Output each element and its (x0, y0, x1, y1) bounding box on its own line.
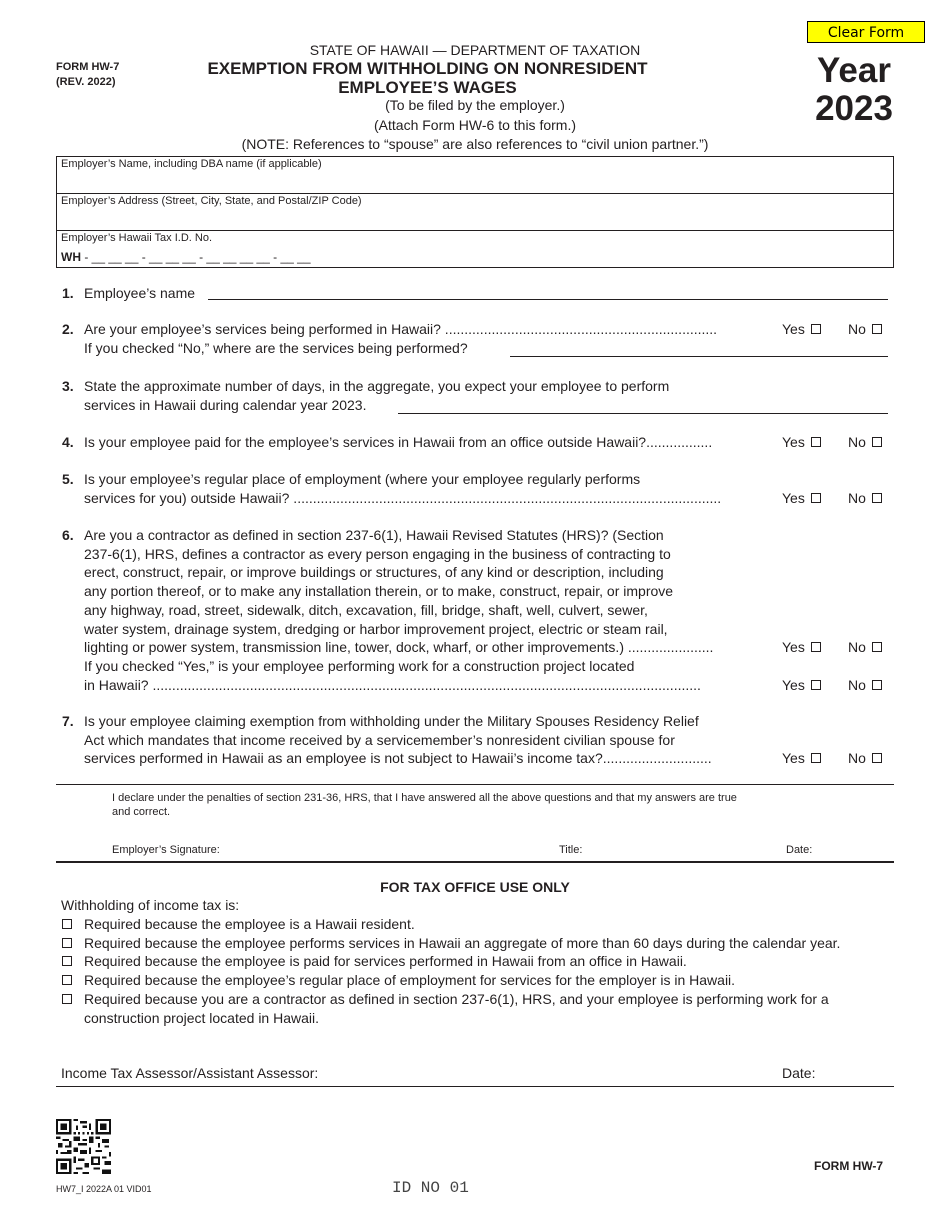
qr-code-icon (56, 1119, 111, 1174)
employer-taxid-label: Employer’s Hawaii Tax I.D. No. (61, 232, 212, 244)
signature-line[interactable] (56, 861, 894, 863)
date-label: Date: (786, 844, 813, 856)
q2-no-checkbox[interactable] (872, 324, 882, 334)
divider (56, 784, 894, 785)
office-use-checkbox[interactable] (62, 938, 72, 948)
question-2 (62, 320, 894, 360)
footer-form-label: FORM HW-7 (814, 1159, 884, 1173)
title-line-2: EMPLOYEE’S WAGES (338, 78, 517, 97)
q6-yes (782, 638, 821, 657)
title-line-1: EXEMPTION FROM WITHHOLDING ON NONRESIDENT (207, 59, 648, 78)
subtitle-note: (NOTE: References to “spouse” are also references to “civil union partner.”) (241, 136, 709, 152)
declaration-line-2: and correct. (112, 806, 171, 818)
question-1-text: Employee’s name (84, 285, 196, 301)
tax-year (810, 52, 898, 128)
office-use-item (62, 952, 852, 971)
office-use-item-text: Required because the employee’s regular place of employment for services for the employer is in Hawaii. (84, 972, 736, 989)
office-use-checkbox[interactable] (62, 919, 72, 929)
service-location-input[interactable] (510, 356, 888, 357)
signature-label: Employer’s Signature: (112, 844, 220, 856)
yes-label: Yes (782, 434, 805, 450)
wh-prefix: WH (61, 250, 81, 264)
q4-no-checkbox[interactable] (872, 437, 882, 447)
office-use-item (62, 990, 852, 1027)
question-7-line: Act which mandates that income received by a servicemember’s nonresident civilian spouse for (84, 731, 675, 748)
office-use-item (62, 915, 852, 934)
q2-no (848, 320, 882, 339)
office-use-heading: FOR TAX OFFICE USE ONLY (380, 879, 570, 895)
q7-no (848, 749, 882, 768)
office-use-item (62, 934, 852, 953)
declaration-line-1: I declare under the penalties of section 231-36, HRS, that I have answered all the above questions and that my answers are true (112, 792, 737, 804)
employer-address-label: Employer’s Address (Street, City, State, and Postal/ZIP Code) (61, 195, 362, 207)
q7-yes (782, 749, 821, 768)
q6b-no (848, 676, 882, 695)
subtitle-filed-by: (To be filed by the employer.) (385, 97, 565, 113)
question-6 (62, 526, 894, 696)
title-label: Title: (559, 844, 583, 856)
question-6-followup: If you checked “Yes,” is your employee performing work for a construction project located (84, 657, 635, 674)
question-6-line: Are you a contractor as defined in section 237-6(1), Hawaii Revised Statutes (HRS)? (Section (84, 527, 664, 543)
assessor-line (56, 1086, 894, 1087)
office-use-item-text: Required because the employee performs services in Hawaii an aggregate of more than 60 days during the calendar year. (84, 934, 841, 951)
form-title (160, 59, 695, 97)
office-use-intro: Withholding of income tax is: (61, 897, 240, 913)
question-2-followup: If you checked “No,” where are the services being performed? (84, 340, 468, 356)
days-in-hawaii-input[interactable] (398, 413, 888, 414)
question-4 (62, 433, 894, 453)
question-5-text-2: services for you) outside Hawaii? .............................................................................................................. (84, 490, 722, 506)
yes-label: Yes (782, 750, 805, 766)
assessor-date-label: Date: (782, 1065, 816, 1081)
employer-name-label: Employer’s Name, including DBA name (if applicable) (61, 158, 322, 170)
q5-yes (782, 489, 821, 508)
question-7-line: Is your employee claiming exemption from withholding under the Military Spouses Residency Relief (84, 713, 699, 729)
question-6-line: 237-6(1), HRS, defines a contractor as every person engaging in the business of contracting to (84, 545, 671, 562)
question-6-followup-2: in Hawaii? ............................................................................................................................................. (84, 677, 701, 693)
question-6-line: any highway, road, street, sidewalk, ditch, excavation, fill, bridge, shaft, well, culvert, sewer, (84, 601, 648, 618)
q2-yes-checkbox[interactable] (811, 324, 821, 334)
question-3 (62, 377, 894, 417)
no-label: No (848, 750, 866, 766)
wh-pattern: - __ __ __ - __ __ __ - __ __ __ __ - __ __ (81, 250, 311, 264)
q4-yes (782, 433, 821, 452)
year-label: Year (817, 51, 891, 90)
clear-form-button[interactable]: Clear Form (807, 21, 925, 43)
office-use-item-text: Required because you are a contractor as defined in section 237-6(1), HRS, and your employee is performing work for a construction project located in Hawaii. (84, 990, 829, 1026)
q6-no (848, 638, 882, 657)
q7-no-checkbox[interactable] (872, 753, 882, 763)
subtitle-attach: (Attach Form HW-6 to this form.) (374, 117, 576, 133)
q5-no-checkbox[interactable] (872, 493, 882, 503)
q5-no (848, 489, 882, 508)
question-4-text: Is your employee paid for the employee’s services in Hawaii from an office outside Hawaii?................. (84, 434, 713, 450)
office-use-item (62, 971, 852, 990)
no-label: No (848, 434, 866, 450)
q6b-yes (782, 676, 821, 695)
q6b-yes-checkbox[interactable] (811, 680, 821, 690)
form-number (56, 60, 119, 90)
question-1-number: 1. (62, 285, 74, 301)
question-5-text: Is your employee’s regular place of employment (where your employee regularly performs (84, 471, 641, 487)
question-7 (62, 712, 894, 772)
employee-name-input[interactable] (208, 299, 888, 300)
question-3-text: State the approximate number of days, in the aggregate, you expect your employee to perform (84, 378, 670, 394)
q4-no (848, 433, 882, 452)
question-5 (62, 470, 894, 510)
id-number: ID NO 01 (392, 1179, 469, 1197)
question-2-number: 2. (62, 321, 74, 337)
employer-address-field[interactable] (56, 193, 894, 231)
q2-yes (782, 320, 821, 339)
yes-label: Yes (782, 490, 805, 506)
question-5-number: 5. (62, 471, 74, 487)
office-use-list (62, 915, 852, 1027)
office-use-item-text: Required because the employee is paid for services performed in Hawaii from an office in Hawaii. (84, 953, 687, 970)
form-id: FORM HW-7 (56, 61, 120, 73)
year-value: 2023 (815, 89, 893, 128)
question-1 (62, 284, 894, 304)
question-6-line: lighting or power system, transmission line, tower, dock, wharf, or other improvements.) ...................... (84, 639, 714, 656)
no-label: No (848, 677, 866, 693)
question-6-line: water system, drainage system, dredging or harbor improvement project, electric or steam rail, (84, 620, 668, 637)
office-use-item-text: Required because the employee is a Hawaii resident. (84, 916, 415, 932)
declaration-text (112, 791, 832, 819)
yes-label: Yes (782, 677, 805, 693)
office-use-checkbox[interactable] (62, 994, 72, 1004)
wh-number (61, 250, 311, 264)
question-6-number: 6. (62, 527, 74, 543)
q4-yes-checkbox[interactable] (811, 437, 821, 447)
office-use-checkbox[interactable] (62, 956, 72, 966)
yes-label: Yes (782, 639, 805, 655)
question-2-text: Are your employee’s services being performed in Hawaii? ...................................................................... (84, 321, 718, 337)
question-6-line: erect, construct, repair, or improve buildings or structures, of any kind or description, including (84, 564, 664, 581)
question-7-number: 7. (62, 713, 74, 729)
form-revision: (REV. 2022) (56, 76, 116, 88)
form-code: HW7_I 2022A 01 VID01 (56, 1184, 152, 1194)
employer-taxid-field[interactable] (56, 230, 894, 268)
question-6-line: any portion thereof, or to make any installation therein, or to make, construct, repair, or improve (84, 583, 674, 600)
yes-label: Yes (782, 321, 805, 337)
question-3-text-2: services in Hawaii during calendar year 2023. (84, 397, 367, 413)
q6-yes-checkbox[interactable] (811, 642, 821, 652)
assessor-label: Income Tax Assessor/Assistant Assessor: (61, 1065, 319, 1081)
employer-name-field[interactable] (56, 156, 894, 194)
office-use-checkbox[interactable] (62, 975, 72, 985)
question-3-number: 3. (62, 378, 74, 394)
no-label: No (848, 490, 866, 506)
department-heading: STATE OF HAWAII — DEPARTMENT OF TAXATION (309, 42, 641, 58)
question-4-number: 4. (62, 434, 74, 450)
q6-no-checkbox[interactable] (872, 642, 882, 652)
q6b-no-checkbox[interactable] (872, 680, 882, 690)
question-7-line: services performed in Hawaii as an employee is not subject to Hawaii’s income tax?............................ (84, 750, 712, 767)
no-label: No (848, 639, 866, 655)
q5-yes-checkbox[interactable] (811, 493, 821, 503)
q7-yes-checkbox[interactable] (811, 753, 821, 763)
no-label: No (848, 321, 866, 337)
